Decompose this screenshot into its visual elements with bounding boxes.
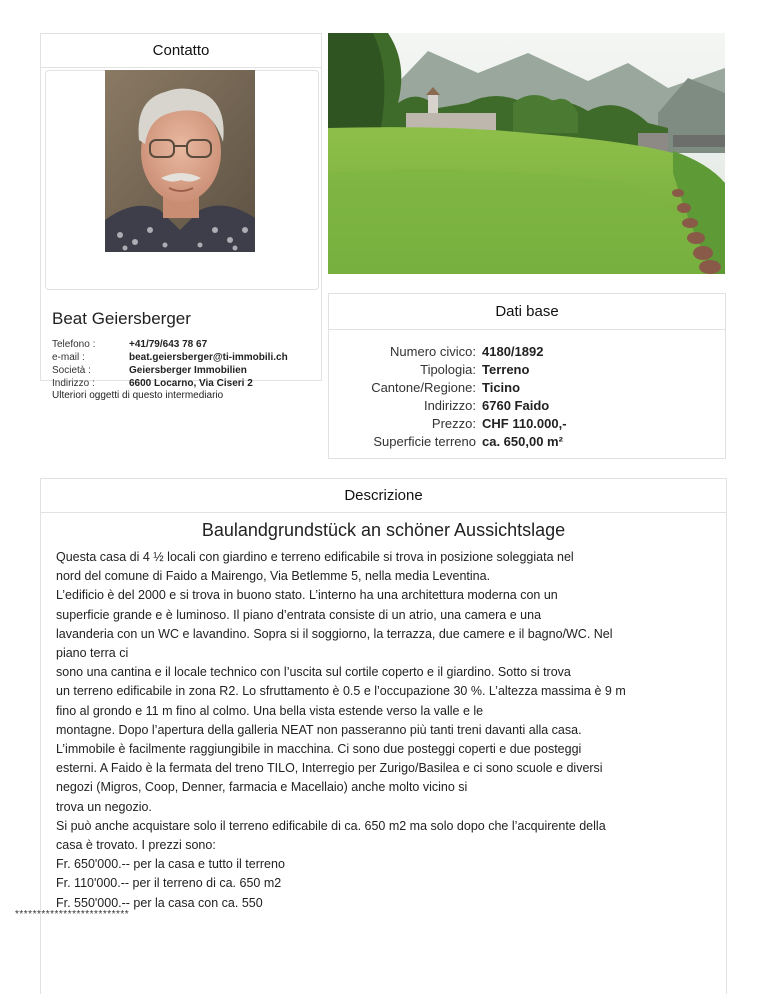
base-data-label: Prezzo: bbox=[431, 416, 476, 431]
contact-row-address bbox=[52, 377, 288, 390]
base-data-row bbox=[329, 415, 725, 433]
description-line: fino al grondo e 11 m fino al colmo. Una bella vista estende verso la valle e le bbox=[56, 703, 484, 718]
description-line: casa è trovato. I prezzi sono: bbox=[56, 838, 216, 853]
description-body bbox=[56, 548, 716, 913]
description-line: nord del comune di Faido a Mairengo, Via Betlemme 5, nella media Leventina. bbox=[56, 569, 491, 584]
property-photo[interactable] bbox=[328, 33, 725, 274]
base-data-value: 6760 Faido bbox=[482, 398, 550, 413]
base-data-label: Cantone/Regione: bbox=[371, 380, 476, 395]
description-line: trova un negozio. bbox=[56, 799, 152, 814]
contact-row-company bbox=[52, 364, 288, 377]
description-heading: Descrizione bbox=[41, 479, 726, 513]
base-data-value: Ticino bbox=[482, 380, 521, 395]
base-data-row bbox=[329, 361, 725, 379]
description-line: superficie grande e è luminoso. Il piano d’entrata consiste di un atrio, una camera e una bbox=[56, 607, 542, 622]
base-data-value: 4180/1892 bbox=[482, 344, 544, 359]
description-line: L’edificio è del 2000 e si trova in buono stato. L’interno ha una architettura moderna con un bbox=[56, 588, 558, 603]
contact-label: Società : bbox=[52, 365, 91, 376]
description-line: Fr. 550'000.-- per la casa con ca. 550 bbox=[56, 895, 263, 910]
base-data-label: Indirizzo: bbox=[423, 398, 476, 413]
description-line: esterni. A Faido è la fermata del treno TILO, Interregio per Zurigo/Basilea e ci sono scuole e diversi bbox=[56, 761, 603, 776]
description-line: Si può anche acquistare solo il terreno edificabile di ca. 650 m2 ma solo dopo che l’acquirente della bbox=[56, 818, 606, 833]
contact-details bbox=[52, 338, 288, 390]
base-data-row bbox=[329, 379, 725, 397]
base-data-value: CHF 110.000,- bbox=[482, 416, 567, 431]
more-listings-link[interactable]: Ulteriori oggetti di questo intermediario bbox=[52, 390, 224, 401]
contact-label: Indirizzo : bbox=[52, 378, 95, 389]
address-value: 6600 Locarno, Via Ciseri 2 bbox=[129, 378, 253, 389]
email-link[interactable]: beat.geiersberger@ti-immobili.ch bbox=[129, 352, 288, 363]
description-line: montagne. Dopo l’apertura della galleria NEAT non passeranno più tanti treni davanti alla casa. bbox=[56, 722, 582, 737]
base-data-label: Superficie terreno bbox=[373, 434, 476, 449]
description-line: piano terra ci bbox=[56, 646, 129, 661]
description-line: lavanderia con un WC e lavandino. Sopra si il soggiorno, la terrazza, due camere e il bagno/WC. Nel bbox=[56, 626, 613, 641]
description-panel bbox=[40, 478, 727, 994]
description-line: Fr. 650'000.-- per la casa e tutto il terreno bbox=[56, 857, 285, 872]
phone-value[interactable]: +41/79/643 78 67 bbox=[129, 339, 208, 350]
description-line: un terreno edificabile in zona R2. Lo sfruttamento è 0.5 e l’occupazione 30 %. L’altezza massima è 9 m bbox=[56, 684, 626, 699]
description-line: sono una cantina e il locale technico con l’uscita sul cortile coperto e il giardino. Sotto si trova bbox=[56, 665, 571, 680]
base-data-row bbox=[329, 397, 725, 415]
contact-row-email bbox=[52, 351, 288, 364]
description-line: Questa casa di 4 ½ locali con giardino e terreno edificabile si trova in posizione soleggiata nel bbox=[56, 550, 574, 564]
base-data-label: Numero civico: bbox=[390, 344, 476, 359]
base-data-row bbox=[329, 433, 725, 451]
agent-photo bbox=[105, 70, 255, 252]
description-line: Fr. 110'000.-- per il terreno di ca. 650 m2 bbox=[56, 876, 282, 891]
description-title: Baulandgrundstück an schöner Aussichtslage bbox=[201, 520, 566, 540]
base-data-value: ca. 650,00 m² bbox=[482, 434, 563, 449]
contact-label: e-mail : bbox=[52, 352, 85, 363]
base-data-row bbox=[329, 343, 725, 361]
description-line: L’immobile è facilmente raggiungibile in macchina. Ci sono due posteggi coperti e due posteggi bbox=[56, 742, 582, 757]
company-value: Geiersberger Immobilien bbox=[129, 365, 247, 376]
base-data-table bbox=[329, 343, 725, 451]
contact-heading: Contatto bbox=[41, 34, 321, 68]
contact-label: Telefono : bbox=[52, 339, 96, 350]
base-data-value: Terreno bbox=[482, 362, 530, 377]
base-data-panel bbox=[328, 293, 726, 459]
contact-row-phone bbox=[52, 338, 288, 351]
contact-panel bbox=[40, 33, 322, 401]
agent-name: Beat Geiersberger bbox=[52, 309, 191, 328]
base-data-heading: Dati base bbox=[329, 294, 725, 330]
description-line: negozi (Migros, Coop, Denner, farmacia e Macellaio) anche molto vicino si bbox=[56, 780, 468, 795]
description-separator: ************************** bbox=[15, 909, 130, 920]
base-data-label: Tipologia: bbox=[420, 362, 476, 377]
